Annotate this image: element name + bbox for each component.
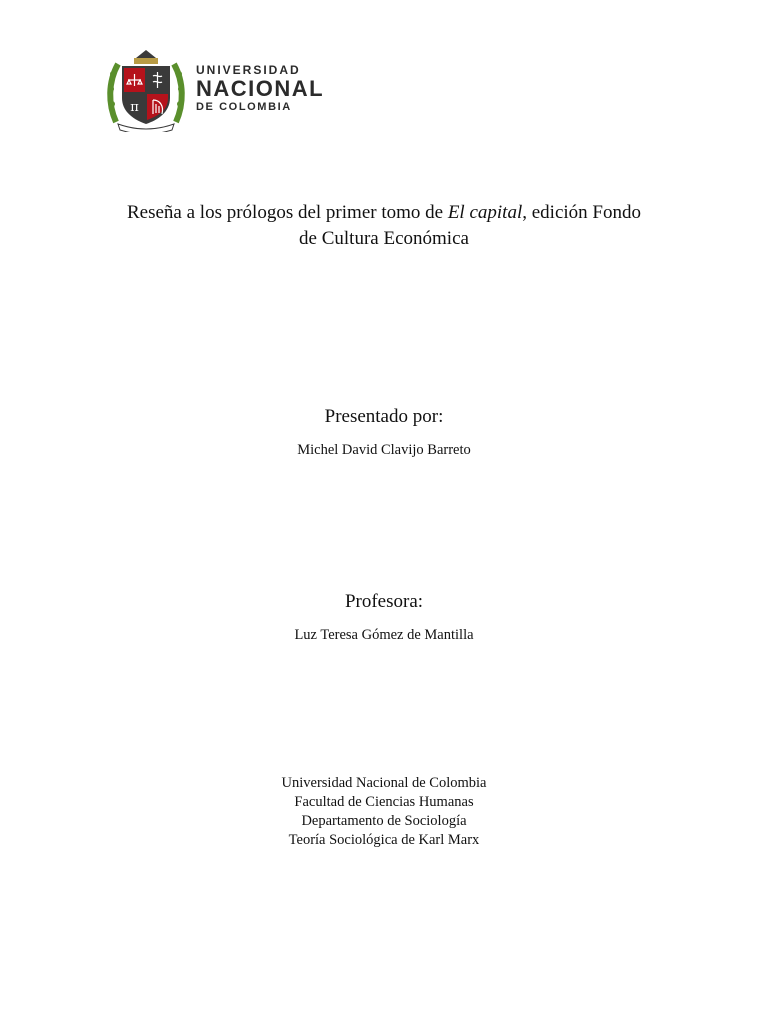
author-name: Michel David Clavijo Barreto	[297, 442, 471, 458]
presented-by-heading: Presentado por:	[324, 406, 444, 427]
svg-text:π: π	[130, 100, 139, 115]
logo-wordmark	[196, 63, 324, 114]
department-name: Departamento de Sociología	[301, 813, 467, 829]
title-line-1	[0, 200, 768, 226]
institution-info	[0, 774, 768, 850]
document-title	[0, 200, 768, 252]
professor-name: Luz Teresa Gómez de Mantilla	[294, 627, 474, 643]
course-name: Teoría Sociológica de Karl Marx	[288, 832, 480, 848]
title-line-2: de Cultura Económica	[299, 228, 469, 249]
title-italic-work: El capital	[447, 202, 523, 223]
logo-text-line2: NACIONAL	[196, 75, 325, 101]
coat-of-arms-icon	[106, 44, 186, 132]
logo-text-line1: UNIVERSIDAD	[196, 62, 301, 77]
university-logo	[106, 44, 346, 132]
title-text-part2: , edición Fondo	[522, 202, 641, 223]
logo-text-line3: DE COLOMBIA	[196, 100, 292, 113]
title-text-part1: Reseña a los prólogos del primer tomo de	[127, 202, 448, 223]
professor-heading: Profesora:	[344, 591, 424, 612]
university-name: Universidad Nacional de Colombia	[281, 775, 487, 791]
faculty-name: Facultad de Ciencias Humanas	[294, 794, 474, 810]
